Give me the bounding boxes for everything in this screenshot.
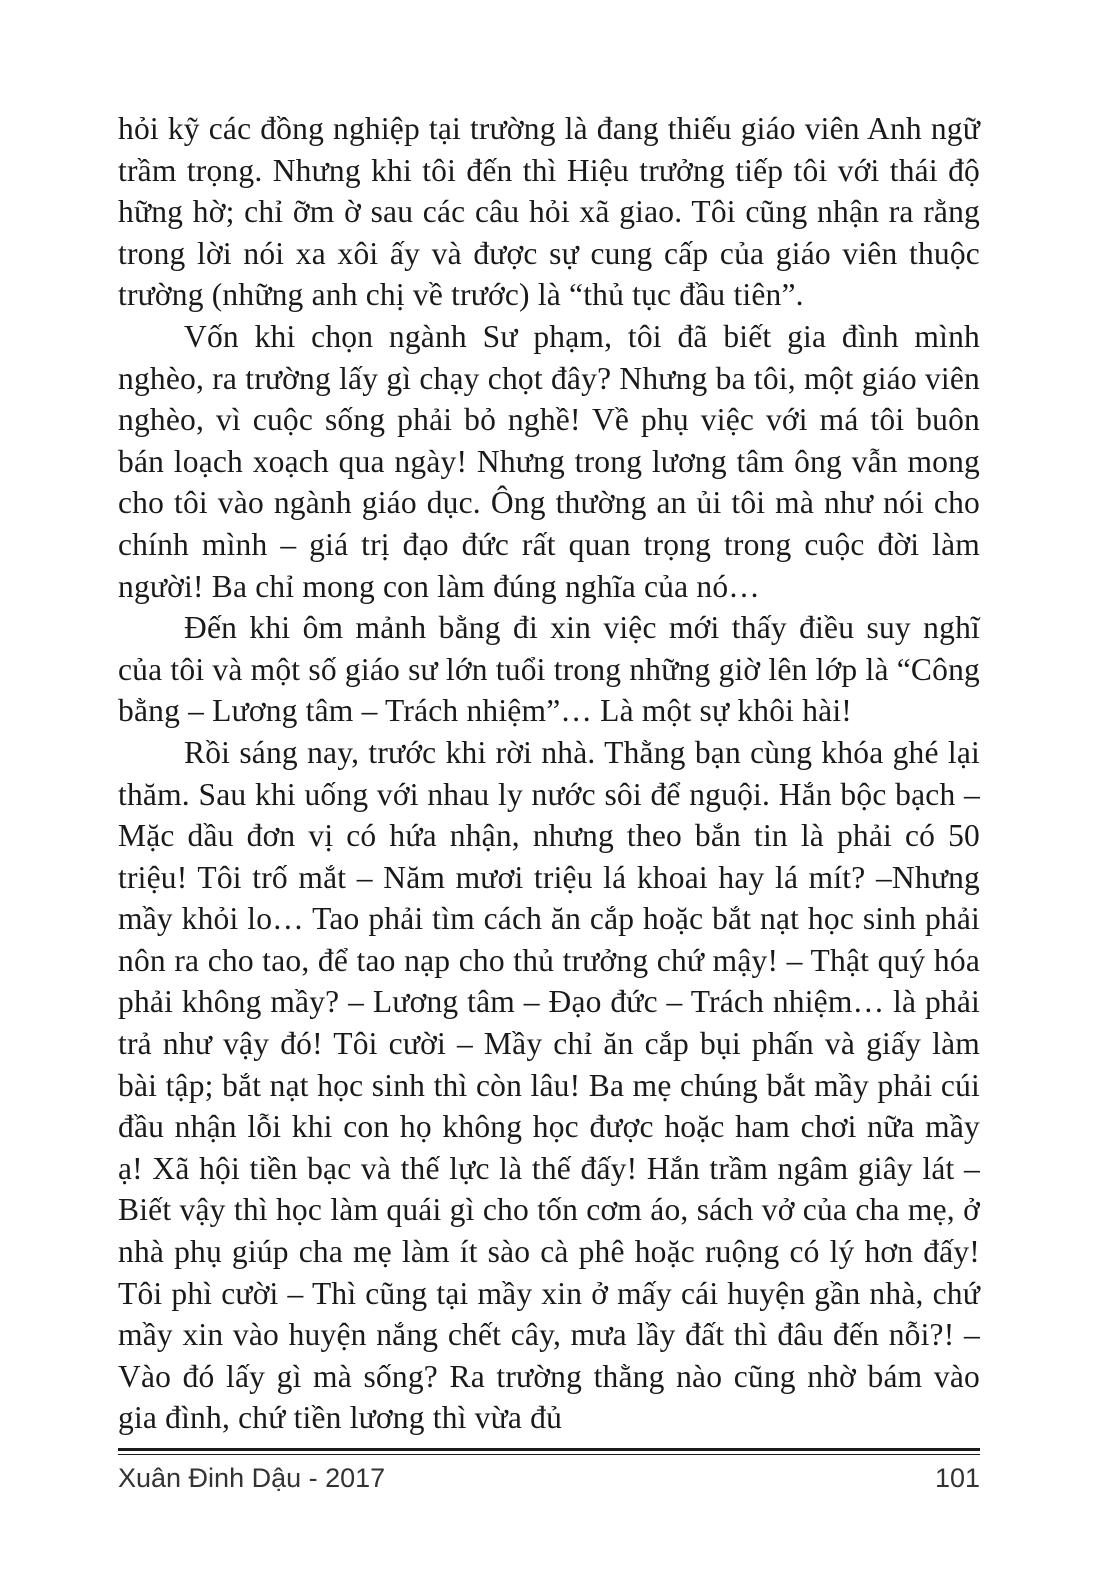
running-footer: Xuân Đinh Dậu - 2017 xyxy=(118,1463,386,1493)
page-body xyxy=(118,108,980,1439)
footer-divider xyxy=(118,1448,980,1451)
page-number: 101 xyxy=(934,1463,980,1493)
footer-divider-thin xyxy=(118,1454,980,1455)
paragraph: Rồi sáng nay, trước khi rời nhà. Thằng bạn cùng khóa ghé lại thăm. Sau khi uống với nhau ly nước sôi để nguội. Hắn bộc bạch – Mặc dầu đơn vị có hứa nhận, nhưng theo bắn tin là phải có 50 triệu! Tôi trố mắt – Năm mươi triệu lá khoai hay lá mít? –Nhưng mầy khỏi lo… Tao phải tìm cách ăn cắp hoặc bắt nạt học sinh phải nôn ra cho tao, để tao nạp cho thủ trưởng chứ mậy! – Thật quý hóa phải không mầy? – Lương tâm – Đạo đức – Trách nhiệm… là phải trả như vậy đó! Tôi cười – Mầy chỉ ăn cắp bụi phấn và giấy làm bài tập; bắt nạt học sinh thì còn lâu! Ba mẹ chúng bắt mầy phải cúi đầu nhận lỗi khi con họ không học được hoặc ham chơi nữa mầy ạ! Xã hội tiền bạc và thế lực là thế đấy! Hắn trầm ngâm giây lát – Biết vậy thì học làm quái gì cho tốn cơm áo, sách vở của cha mẹ, ở nhà phụ giúp cha mẹ làm ít sào cà phê hoặc ruộng có lý hơn đấy! Tôi phì cười – Thì cũng tại mầy xin ở mấy cái huyện gần nhà, chứ mầy xin vào huyện nắng chết cây, mưa lầy đất thì đâu đến nỗi?! – Vào đó lấy gì mà sống? Ra trường thằng nào cũng nhờ bám vào gia đình, chứ tiền lương thì vừa đủ xyxy=(118,734,980,1436)
paragraph: Vốn khi chọn ngành Sư phạm, tôi đã biết gia đình mình nghèo, ra trường lấy gì chạy chọt đây? Nhưng ba tôi, một giáo viên nghèo, vì cuộc sống phải bỏ nghề! Về phụ việc với má tôi buôn bán loạch xoạch qua ngày! Nhưng trong lương tâm ông vẫn mong cho tôi vào ngành giáo dục. Ông thường an ủi tôi mà như nói cho chính mình – giá trị đạo đức rất quan trọng trong cuộc đời làm người! Ba chỉ mong con làm đúng nghĩa của nó… xyxy=(118,318,980,604)
paragraph: Đến khi ôm mảnh bằng đi xin việc mới thấy điều suy nghĩ của tôi và một số giáo sư lớn tuổi trong những giờ lên lớp là “Công bằng – Lương tâm – Trách nhiệm”… Là một sự khôi hài! xyxy=(118,610,980,729)
paragraph: hỏi kỹ các đồng nghiệp tại trường là đang thiếu giáo viên Anh ngữ trầm trọng. Nhưng khi tôi đến thì Hiệu trưởng tiếp tôi với thái độ hững hờ; chỉ ỡm ờ sau các câu hỏi xã giao. Tôi cũng nhận ra rằng trong lời nói xa xôi ấy và được sự cung cấp của giáo viên thuộc trường (những anh chị về trước) là “thủ tục đầu tiên”. xyxy=(118,111,980,313)
